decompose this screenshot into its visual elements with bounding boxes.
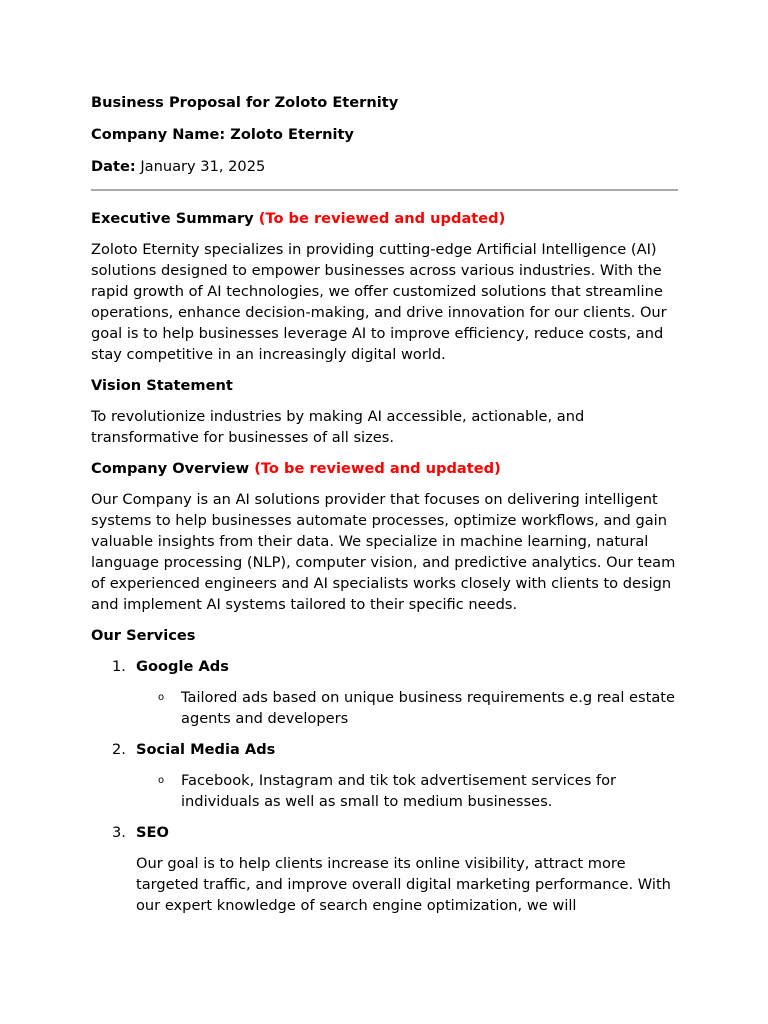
- our-services-heading: Our Services: [91, 627, 196, 644]
- executive-summary-title: Executive Summary: [91, 210, 254, 227]
- vision-statement-body: To revolutionize industries by making AI accessible, actionable, and transformative for businesses of all sizes.: [91, 408, 585, 446]
- service-detail: [136, 770, 678, 812]
- service-detail-text: Our goal is to help clients increase its online visibility, attract more targeted traffic, and improve overall digital marketing performance. With our expert knowledge of search engine optimization, we will: [136, 855, 671, 914]
- service-detail-text: Tailored ads based on unique business requirements e.g real estate agents and developers: [181, 689, 675, 727]
- service-item: [91, 739, 678, 812]
- document-title: Business Proposal for Zoloto Eternity: [91, 94, 399, 111]
- service-title: Google Ads: [136, 658, 229, 675]
- company-overview-body: Our Company is an AI solutions provider that focuses on delivering intelligent systems to help businesses automate processes, optimize workflows, and gain valuable insights from their data. We specialize in machine learning, natural language processing (NLP), computer vision, and predictive analytics. Our team of experienced engineers and AI specialists works closely with clients to design and implement AI systems tailored to their specific needs.: [91, 491, 676, 613]
- date-value: January 31, 2025: [140, 158, 266, 175]
- vision-statement-heading: Vision Statement: [91, 377, 233, 394]
- bullet-icon: o: [158, 775, 165, 786]
- company-name-line: Company Name: Zoloto Eternity: [91, 126, 354, 143]
- service-detail-text: Facebook, Instagram and tik tok advertisement services for individuals as well as small to medium businesses.: [181, 772, 617, 810]
- document-page: [91, 92, 678, 926]
- service-number: 2.: [112, 741, 126, 758]
- service-item: [91, 822, 678, 916]
- service-title: Social Media Ads: [136, 741, 276, 758]
- service-title: SEO: [136, 824, 169, 841]
- executive-summary-body: Zoloto Eternity specializes in providing cutting-edge Artificial Intelligence (AI) solutions designed to empower businesses across various industries. With the rapid growth of AI technologies, we offer customized solutions that streamline operations, enhance decision-making, and drive innovation for our clients. Our goal is to help businesses leverage AI to improve efficiency, reduce costs, and stay competitive in an increasingly digital world.: [91, 241, 667, 363]
- service-number: 3.: [112, 824, 126, 841]
- company-overview-heading: [91, 458, 678, 479]
- service-number: 1.: [112, 658, 126, 675]
- bullet-icon: o: [158, 692, 165, 703]
- review-note: (To be reviewed and updated): [254, 460, 501, 477]
- service-item: [91, 656, 678, 729]
- service-detail: [136, 687, 678, 729]
- date-line: [91, 156, 678, 177]
- company-overview-title: Company Overview: [91, 460, 250, 477]
- services-list: [91, 656, 678, 916]
- executive-summary-heading: [91, 208, 678, 229]
- review-note: (To be reviewed and updated): [258, 210, 506, 227]
- date-label: Date:: [91, 158, 136, 175]
